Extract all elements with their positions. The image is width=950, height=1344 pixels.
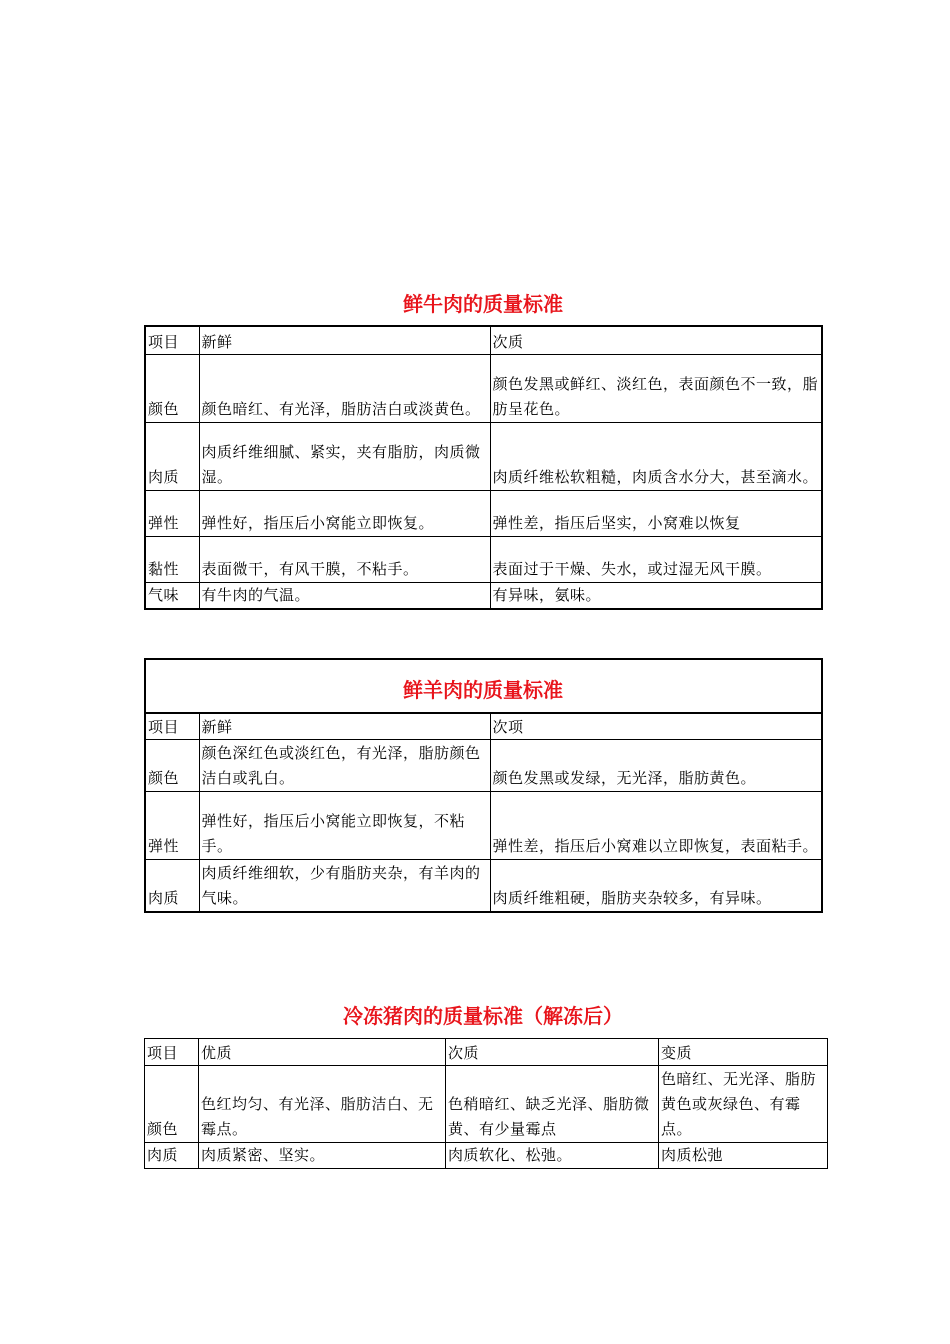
table-row	[145, 740, 822, 792]
header-cell: 新鲜	[199, 326, 490, 354]
spoiled-cell: 色暗红、无光泽、脂肪黄色或灰绿色、有霉点。	[659, 1066, 828, 1143]
beef-table-title: 鲜牛肉的质量标准	[403, 292, 563, 316]
table-header-row	[145, 1039, 828, 1066]
good-cell: 肉质紧密、坚实。	[199, 1143, 446, 1169]
header-cell: 次项	[490, 713, 822, 740]
inferior-cell: 颜色发黑或发绿，无光泽，脂肪黄色。	[490, 740, 822, 792]
mutton-table-title: 鲜羊肉的质量标准	[403, 678, 563, 702]
header-cell: 变质	[659, 1039, 828, 1066]
table-row	[145, 1143, 828, 1169]
item-cell: 黏性	[145, 536, 199, 582]
inferior-cell: 肉质软化、松弛。	[446, 1143, 659, 1169]
header-cell: 次质	[446, 1039, 659, 1066]
item-cell: 颜色	[145, 740, 199, 792]
item-cell: 肉质	[145, 422, 199, 490]
table-header-row	[145, 713, 822, 740]
table-row	[145, 354, 822, 422]
pork-quality-table	[144, 1038, 828, 1169]
mutton-quality-table	[144, 712, 823, 913]
inferior-cell: 弹性差，指压后小窝难以立即恢复，表面粘手。	[490, 792, 822, 860]
item-cell: 颜色	[145, 1066, 199, 1143]
inferior-cell: 弹性差，指压后坚实，小窝难以恢复	[490, 490, 822, 536]
fresh-cell: 弹性好，指压后小窝能立即恢复。	[199, 490, 490, 536]
pork-table-title: 冷冻猪肉的质量标准（解冻后）	[343, 1004, 623, 1028]
table-row	[145, 536, 822, 582]
fresh-cell: 颜色深红色或淡红色，有光泽，脂肪颜色洁白或乳白。	[199, 740, 490, 792]
good-cell: 色红均匀、有光泽、脂肪洁白、无霉点。	[199, 1066, 446, 1143]
item-cell: 肉质	[145, 860, 199, 912]
spoiled-cell: 肉质松弛	[659, 1143, 828, 1169]
header-cell: 项目	[145, 713, 199, 740]
item-cell: 肉质	[145, 1143, 199, 1169]
table-row	[145, 582, 822, 609]
item-cell: 颜色	[145, 354, 199, 422]
item-cell: 弹性	[145, 490, 199, 536]
item-cell: 气味	[145, 582, 199, 609]
table-row	[145, 792, 822, 860]
inferior-cell: 表面过于干燥、失水，或过湿无风干膜。	[490, 536, 822, 582]
fresh-cell: 颜色暗红、有光泽，脂肪洁白或淡黄色。	[199, 354, 490, 422]
header-cell: 项目	[145, 326, 199, 354]
inferior-cell: 颜色发黑或鲜红、淡红色，表面颜色不一致，脂肪呈花色。	[490, 354, 822, 422]
table-row	[145, 490, 822, 536]
header-cell: 优质	[199, 1039, 446, 1066]
inferior-cell: 肉质纤维松软粗糙，肉质含水分大，甚至滴水。	[490, 422, 822, 490]
inferior-cell: 肉质纤维粗硬，脂肪夹杂较多，有异味。	[490, 860, 822, 912]
header-cell: 新鲜	[199, 713, 490, 740]
item-cell: 弹性	[145, 792, 199, 860]
header-cell: 次质	[490, 326, 822, 354]
table-row	[145, 1066, 828, 1143]
fresh-cell: 有牛肉的气温。	[199, 582, 490, 609]
fresh-cell: 表面微干，有风干膜，不粘手。	[199, 536, 490, 582]
table-row	[145, 860, 822, 912]
table-row	[145, 422, 822, 490]
fresh-cell: 弹性好，指压后小窝能立即恢复，不粘手。	[199, 792, 490, 860]
fresh-cell: 肉质纤维细腻、紧实，夹有脂肪，肉质微湿。	[199, 422, 490, 490]
header-cell: 项目	[145, 1039, 199, 1066]
inferior-cell: 色稍暗红、缺乏光泽、脂肪微黄、有少量霉点	[446, 1066, 659, 1143]
fresh-cell: 肉质纤维细软，少有脂肪夹杂，有羊肉的气味。	[199, 860, 490, 912]
inferior-cell: 有异味，氨味。	[490, 582, 822, 609]
table-header-row	[145, 326, 822, 354]
beef-quality-table	[144, 325, 823, 610]
